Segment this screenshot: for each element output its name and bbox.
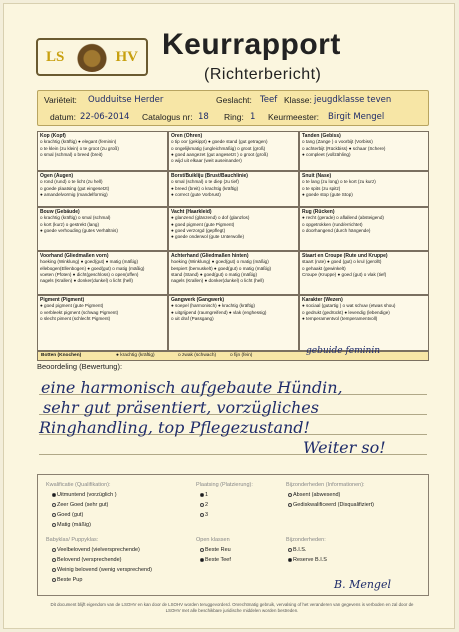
radio-dot-icon: [288, 493, 292, 497]
bijz-option[interactable]: Absent (abwesend): [288, 492, 340, 498]
radio-dot-icon: [52, 493, 56, 497]
grid-cell-pigment: Pigment (Pigment) ● goed pigment (gute Pigment) o verbleekt pigment (schwag Pigment) o slecht piment (schlecht Pigment): [37, 295, 168, 351]
dog-head-icon: [76, 42, 108, 72]
radio-dot-icon: [288, 503, 292, 507]
handwritten-comment-line: eine harmonisch aufgebaute Hündin,: [41, 378, 343, 397]
legal-footer: Dit document blijft eigendom van de LSOHV en kan door de LSOHV worden teruggevorderd. Onrechtmatig gebruik, vervalsing of het veranderen van gegevens is verboden en zal door de LSOHV met alle beschikbare juridische middelen worden bestreden.: [50, 602, 414, 613]
report-page: [3, 3, 455, 629]
variety-label: Variëteit:: [44, 95, 77, 105]
plaats-option[interactable]: 1: [200, 492, 208, 498]
babyklas-label: Babyklas/ Puppyklas:: [46, 537, 99, 543]
bijz-option[interactable]: Gediskwalificeerd (Disqualifiziert): [288, 502, 374, 508]
radio-dot-icon: [200, 493, 204, 497]
class-label: Klasse:: [284, 95, 312, 105]
baby-option[interactable]: Weinig belovend (wenig versprechend): [52, 567, 152, 573]
plaats-option[interactable]: 3: [200, 512, 208, 518]
plaats-option[interactable]: 2: [200, 502, 208, 508]
plaatsing-label: Plaatsing (Platzierung):: [196, 482, 253, 488]
variety-value: Oudduitse Herder: [88, 95, 164, 105]
grid-cell-snuit: Snuit (Nase) o te lang (zu long) o te kort (zu kurz) o te spits (zu spitz) ● goede stop (gute Stop): [299, 171, 429, 207]
open-klassen-label: Open klassen: [196, 537, 230, 543]
baby-option[interactable]: Veelbelovend (vielversprechende): [52, 547, 140, 553]
gender-label: Geslacht:: [216, 95, 252, 105]
kwalificatie-label: Kwalificatie (Qualifikation):: [46, 482, 111, 488]
grid-cell-rug: Rug (Rücken) ● recht (gerade) o aflallend (absteigend) o opgetrokken (rund/errichtet) o doorhangend (durch hängende): [299, 207, 429, 251]
catalog-value: 18: [198, 112, 209, 122]
handwritten-botten-note: gebuide feminin: [306, 346, 381, 356]
radio-dot-icon: [52, 558, 56, 562]
report-title: Keurrapport: [162, 28, 341, 61]
radio-dot-icon: [52, 523, 56, 527]
bijzonderheden-label: Bijzonderheden (Informationen):: [286, 482, 365, 488]
judge-label: Keurmeester:: [268, 112, 320, 122]
beoordeling-label: Beoordeling (Bewertung):: [37, 362, 123, 371]
grid-cell-karakter: Karakter (Wezen) ● sociaal (gutartig ) o wat schuw (etwas shou) o gedrukt (gedrückt) ● levendig (lebendige) ● temperamentvol (temperamentvoll): [299, 295, 429, 351]
lsohv-logo: [36, 38, 148, 76]
radio-dot-icon: [200, 558, 204, 562]
radio-dot-icon: [288, 548, 292, 552]
kwal-option[interactable]: Zeer Goed (sehr gut): [52, 502, 108, 508]
bijz2-option[interactable]: Reserve B.I.S: [288, 557, 327, 563]
radio-dot-icon: [200, 548, 204, 552]
handwritten-comment-line: sehr gut präsentiert, vorzügliches: [43, 398, 319, 417]
grid-cell-staart: Staart en Croupe (Rute und Kruppe) staart (rute) ● goed (gut) o krul (gerollt) o gehaakt (gewinkelt) Croupe (Kruppe) ● goed (gut) o vlak (tief): [299, 251, 429, 295]
kwal-option[interactable]: Goed (gut): [52, 512, 83, 518]
catalog-label: Catalogus nr:: [142, 112, 193, 122]
baby-option[interactable]: Belovend (versprechende): [52, 557, 122, 563]
botten-opt-fijn: o fijn (fein): [230, 353, 253, 358]
bijzonderheden2-label: Bijzonderheden:: [286, 537, 326, 543]
dog-info-box: [37, 90, 429, 126]
grid-cell-kop: Kop (Kopf) o krachtig (kräftig) ● elegant (feminin) o te klein (zu klein) o te groot (zu groß) o smal (schmal) o breed (breit): [37, 131, 168, 171]
grid-cell-voorhand: Voorhand (Gliedmaßen vorn) hoeking (Winklung) ● goed(gut) ● matig (mäßig) ellebogen(Ellenbogen) ● goed(gut) o matig (mäßig) voeten (Pfoten) ● dicht(geschloss) o open(offen) nagels (Krallen) ● donker(dunkel) o licht (hell): [37, 251, 168, 295]
report-subtitle: (Richterbericht): [204, 66, 322, 83]
kwal-option[interactable]: Uitmuntend (vorzüglich ): [52, 492, 117, 498]
ring-label: Ring:: [224, 112, 244, 122]
radio-dot-icon: [52, 513, 56, 517]
gender-value: Teef: [260, 95, 278, 105]
radio-dot-icon: [200, 513, 204, 517]
logo-hv-text: HV: [115, 49, 138, 65]
radio-dot-icon: [52, 548, 56, 552]
handwritten-comment-line: Weiter so!: [303, 438, 386, 457]
grid-cell-tanden: Tanden (Gebiss) o tang (Zange ) o voorbijt (Vorbiss) o achterbijt (Rückbiss) ● schaar (Schere) ● compleet (vollzähling): [299, 131, 429, 171]
handwritten-comment-line: Ringhandling, top Pflegezustand!: [39, 418, 310, 437]
logo-ls-text: LS: [46, 49, 65, 65]
grid-cell-gangwerk: Gangwerk (Gangwerk) ● soepel (harmonisch) ● krachtig (kräftig) ● uitgrijpend (raumgreifend) ● vlak (enghessig) o uit draf (Passgang): [168, 295, 299, 351]
ring-value: 1: [250, 112, 256, 122]
baby-option[interactable]: Beste Pup: [52, 577, 82, 583]
radio-dot-icon: [52, 568, 56, 572]
grid-cell-vacht: Vacht (Haarkleid) ● glanzend (glänzend) o dof (glanzlos) ● goed pigment (gute Pigment) ● goed verzorgd (gepflegt) ● goede onderwol (gute Unterwolle): [168, 207, 299, 251]
botten-opt-krachtig: ● krachtig (kräftig): [116, 353, 155, 358]
open-option[interactable]: Beste Reu: [200, 547, 231, 553]
grid-cell-borst: Borst/Buikliju (Brust/Bauchlinie) o smal (schmal) o te diep (zu tief) ● breed (breit) o krachtig (kräftig) ● correct (gute Vorbrust): [168, 171, 299, 207]
open-option[interactable]: Beste Teef: [200, 557, 231, 563]
radio-dot-icon: [52, 578, 56, 582]
radio-dot-icon: [52, 503, 56, 507]
kwal-option[interactable]: Matig (mäßig): [52, 522, 91, 528]
judge-value: Birgit Mengel: [328, 112, 385, 122]
radio-dot-icon: [288, 558, 292, 562]
grid-cell-ogen: Ogen (Augen) o rond (rund) o te licht (zu hell) o goede plaatsing (gut eingesetzt) ● amandelvormig (mandelformig): [37, 171, 168, 207]
botten-label: Botten (Knochen): [41, 353, 82, 358]
botten-opt-zwak: o zwak (schwach): [178, 353, 217, 358]
grid-cell-bouw: Bouw (Gebäude) o krachtig (kräftig) o smal (schmal) o kort (kurz) o gestrekt (lang) ● goede verhouding (gutes Verhältnis): [37, 207, 168, 251]
grid-cell-oren: Oren (Ohren) o tip oor (gekippt) ● goede stand (gut getragen) o ongelijkmatig (ungleichmäßig) o groot (groß) ● goed aangezet (gut angesetzt ) o groot (groß) o wijd uit elkaar (weit auseinander): [168, 131, 299, 171]
grid-cell-achterhand: Achterhand (Gliedmaßen hinten) hoeking (Winklung) ● goed(gut) o matig (mäßig) bespiert (bemuskelt) ● goed(gut) o matig (mäßig) stand (Stand) ● goed(gut) o matig (mäßig) nagels (Krallen) ● donker(dunkel) o licht (hell): [168, 251, 299, 295]
judge-signature: B. Mengel: [334, 578, 392, 591]
date-label: datum:: [50, 112, 76, 122]
radio-dot-icon: [200, 503, 204, 507]
date-value: 22-06-2014: [80, 112, 130, 122]
class-value: jeugdklasse teven: [314, 95, 392, 105]
bijz2-option[interactable]: B.I.S.: [288, 547, 306, 553]
